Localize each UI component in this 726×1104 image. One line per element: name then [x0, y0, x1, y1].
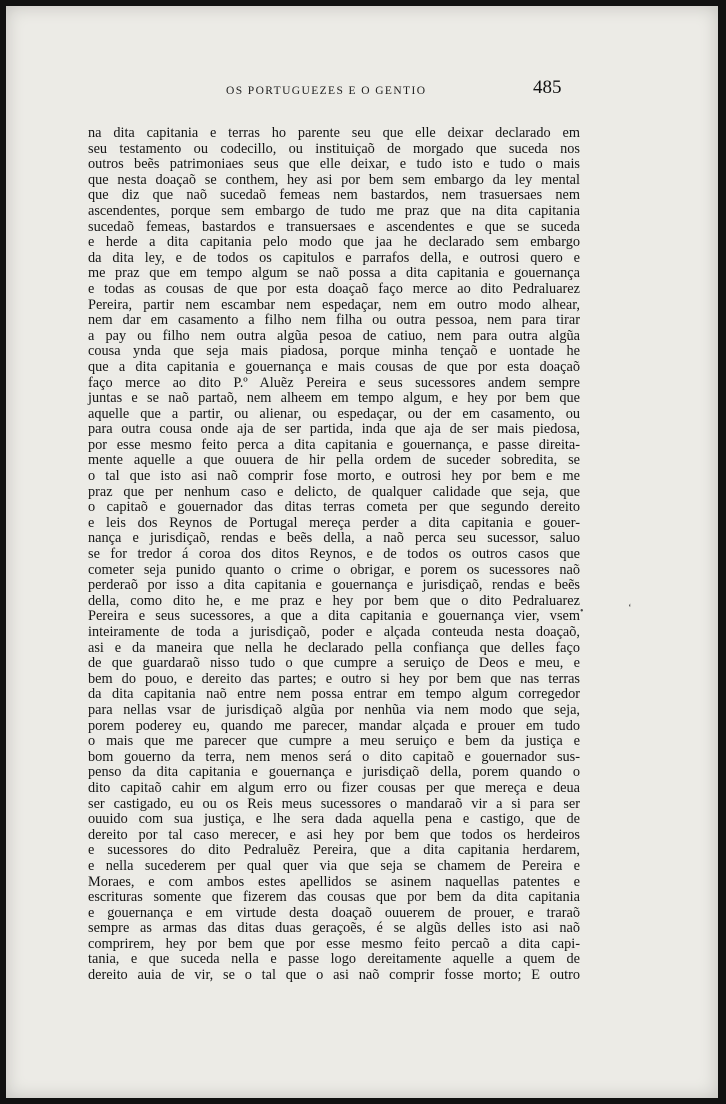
text-line: que nesta doaçaõ se conthem, hey asi por bem sem embargo da ley mental [88, 171, 580, 188]
text-line: nem dar em casamento a filho nem filha ou outra pessoa, nem para tirar [88, 312, 580, 329]
body-text [88, 126, 580, 984]
text-line: cometer seja punido quanto o crime o obrigar, e porem os sucessores naõ [88, 561, 580, 578]
text-line: mente aquelle a que ouuera de hir pella ordem de suceder sobredita, se [88, 452, 580, 469]
text-line: faço merce ao dito P.º Aluẽz Pereira e seus sucessores andem sempre [88, 374, 580, 391]
text-line: o tal que isto asi naõ comprir fose morto, e outrosi hey por bem e me [88, 468, 580, 485]
text-line: sempre as armas das ditas duas geraçoẽs, é se algũs delles isto asi naõ [88, 920, 580, 937]
text-line: se for tredor á coroa dos ditos Reynos, e de todos os outros casos que [88, 546, 580, 563]
text-line: seu testamento ou codecillo, ou instituiçaõ de morgado que suceda nos [88, 140, 580, 157]
text-line: me praz que em tempo algum se naõ possa a dita capitania e gouernança [88, 265, 580, 282]
text-line: dereito auia de vir, se o tal que o asi naõ comprir fosse morto; E outro [88, 967, 580, 984]
text-line: de que guardaraõ nisso tudo o que cumpre a seruiço de Deos e meu, e [88, 655, 580, 672]
text-line: para outra cousa onde aja de ser partida, inda que aja de ser mais piedosa, [88, 421, 580, 438]
text-line: na dita capitania e terras ho parente seu que elle deixar declarado em [88, 125, 580, 141]
text-line: aquelle que a partir, ou alienar, ou espedaçar, ou der em casamento, ou [88, 405, 580, 422]
text-line: tania, e que suceda nella e passe logo dereitamente aquelle a quem de [88, 951, 580, 968]
text-line: e gouernança e em virtude desta doaçaõ ouuerem de prouer, e traraõ [88, 904, 580, 921]
text-line: cousa ynda que seja mais piadosa, porque minha tençaõ e uontade he [88, 343, 580, 360]
text-line: e leis dos Reynos de Portugal mereça perder a dita capitania e gouer- [88, 514, 580, 531]
text-line: Pereira, partir nem escambar nem espedaçar, nem em outro modo alhear, [88, 296, 580, 313]
text-line: o mais que me parecer que cumpre a meu seruiço e bem da justiça e [88, 733, 580, 750]
running-title: OS PORTUGUEZES E O GENTIO [226, 85, 427, 97]
text-line: nança e jurisdiçaõ, rendas e beẽs della, a naõ perca seu sucessor, saluo [88, 530, 580, 547]
text-line: inteiramente de toda a jurisdiçaõ, poder e alçada conteuda nesta doaçaõ, [88, 624, 580, 640]
book-page [6, 6, 718, 1098]
text-line: dereito por tal caso merecer, e asi hey por bem que todos os herdeiros [88, 826, 580, 843]
text-line: da dita ley, e de todos os capitulos e parrafos della, e outrosi quero e [88, 249, 580, 266]
text-line: e sucessores do dito Pedraluẽz Pereira, que a dita capitania herdarem, [88, 842, 580, 859]
text-line: perderaõ por isso a dita capitania e gouernança e jurisdiçaõ, rendas e beẽs [88, 577, 580, 594]
text-line: e nella sucederem per qual quer via que seja se chamem de Pereira e [88, 857, 580, 874]
text-line: e herde a dita capitania pelo modo que jaa he declarado sem embargo [88, 234, 580, 251]
text-line: e todas as cousas de que por esta doaçaõ faço merce ao dito Pedraluarez [88, 280, 580, 297]
stray-mark: • [580, 606, 584, 617]
text-line: bem do pouo, e dereito das partes; e outro si hey por bem que nas terras [88, 670, 580, 687]
text-line: ser castigado, eu ou os Reis meus sucessores o mandaraõ vir a si para ser [88, 795, 580, 812]
text-line: penso da dita capitania e gouernança e jurisdiçaõ della, porem quando o [88, 764, 580, 781]
text-line: praz que per nenhum caso e delicto, de qualquer calidade que seja, que [88, 483, 580, 500]
text-line: ouuido com sua justiça, e lhe sera dada aquella pena e castigo, que de [88, 811, 580, 828]
text-line: asi e da maneira que nella he declarado pella confiança que delles faço [88, 639, 580, 656]
text-line: outros beẽs patrimoniaes seus que elle deixar, e tudo isto e tudo o mais [88, 156, 580, 173]
text-line: escrituras somente que fizerem das cousas que por bem da dita capitania [88, 889, 580, 906]
text-line: para nellas vsar de jurisdiçaõ algũa por nenhũa via nem modo que seja, [88, 701, 580, 718]
text-line: bom gouerno da terra, nem menos será o dito capitaõ e gouernador sus- [88, 748, 580, 765]
text-line: juntas e se naõ partaõ, nem alheem em tempo algum, e hey por bem que [88, 390, 580, 407]
text-line: ascendentes, porque sem embargo de tudo me praz que na dita capitania [88, 202, 580, 219]
text-line: que a dita capitania e gouernança e mais cousas de que por esta doaçaõ [88, 358, 580, 375]
text-line: dito capitaõ cahir em algum erro ou fizer cousas per que mereça e deua [88, 779, 580, 796]
text-line: sucedaõ femeas, bastardos e transuersaes e ascendentes e que se suceda [88, 218, 580, 235]
text-line: por esse mesmo feito perca a dita capitania e gouernança, e passe direita- [88, 436, 580, 453]
text-line: o capitaõ e gouernador das ditas terras cometa per que segundo dereito [88, 499, 580, 516]
page-number: 485 [533, 77, 562, 98]
text-line: Pereira e seus sucessores, a que a dita capitania e gouernança vier, vsem [88, 608, 580, 625]
text-line: Moraes, e com ambos estes apellidos se asinem naquellas patentes e [88, 873, 580, 890]
text-line: que diz que naõ sucedaõ femeas nem bastardos, nem trasuersaes nem [88, 187, 580, 204]
text-line: porem poderey eu, quando me parecer, mandar alçada e prouer em tudo [88, 717, 580, 734]
text-line: comprirem, hey por bem que por esse mesmo feito percaõ a dita capi- [88, 935, 580, 952]
text-line: da dita capitania naõ entre nem possa entrar em tempo algum corregedor [88, 686, 580, 703]
stray-mark: ‘ [628, 602, 632, 614]
text-line: della, como dito he, e me praz e hey por bem que o dito Pedraluarez [88, 592, 580, 609]
text-line: a pay ou filho nem outra algũa pesoa de catiuo, nem para outra algũa [88, 327, 580, 344]
